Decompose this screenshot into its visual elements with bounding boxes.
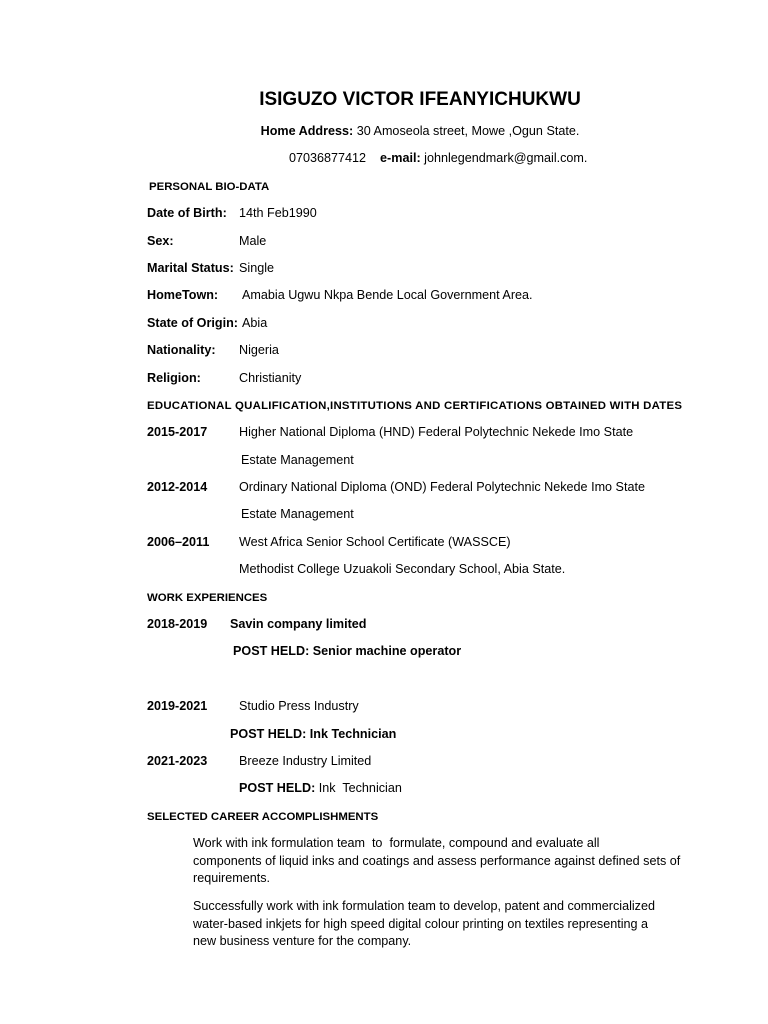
work-dates: 2019-2021	[147, 699, 208, 714]
education-entry-row	[147, 529, 693, 556]
hometown-value: Amabia Ugwu Nkpa Bende Local Government Area.	[242, 288, 533, 303]
education-dates: 2012-2014	[147, 480, 208, 495]
marital-status-label: Marital Status:	[147, 260, 234, 275]
work-post-row	[147, 638, 693, 665]
post-held-label: POST HELD:	[230, 726, 307, 741]
education-dates: 2015-2017	[147, 425, 208, 440]
education-qualification: Higher National Diploma (HND) Federal Polytechnic Nekede Imo State	[239, 425, 634, 440]
hometown-label: HomeTown:	[147, 288, 219, 303]
paragraph-line: new business venture for the company.	[193, 934, 412, 949]
religion-label: Religion:	[147, 370, 201, 385]
work-dates: 2018-2019	[147, 617, 208, 632]
post-held-label: POST HELD:	[233, 644, 310, 659]
home-address-value: 30 Amoseola street, Mowe ,Ogun State.	[356, 124, 580, 138]
accomplishments-heading-row	[147, 803, 693, 830]
work-company: Studio Press Industry	[239, 699, 359, 714]
education-entry-row	[147, 419, 693, 446]
blank-line	[147, 666, 693, 693]
nationality-label: Nationality:	[147, 343, 216, 358]
paragraph-line: Work with ink formulation team to formulate, compound and evaluate all	[193, 836, 600, 851]
education-heading-row	[147, 392, 693, 419]
state-of-origin-label: State of Origin:	[147, 315, 238, 330]
education-dates: 2006–2011	[147, 534, 210, 549]
paragraph-line: components of liquid inks and coatings and assess performance against defined sets of	[193, 853, 681, 868]
education-detail: Methodist College Uzuakoli Secondary School, Abia State.	[239, 562, 566, 577]
work-post-row	[147, 721, 693, 748]
education-detail: Estate Management	[241, 452, 354, 467]
accomplishment-paragraph	[193, 898, 693, 951]
bio-field-state-of-origin	[147, 310, 693, 337]
state-of-origin-value: Abia	[242, 315, 268, 330]
bio-heading: PERSONAL BIO-DATA	[149, 180, 270, 193]
post-held-value: Senior machine operator	[312, 644, 462, 659]
sex-label: Sex:	[147, 233, 174, 248]
bio-field-marital-status	[147, 255, 693, 282]
bio-field-hometown	[147, 282, 693, 309]
post-held-label: POST HELD:	[239, 781, 316, 796]
work-post	[230, 721, 396, 748]
work-post	[239, 775, 402, 802]
bio-field-date-of-birth	[147, 200, 693, 227]
work-company: Savin company limited	[230, 617, 367, 632]
accomplishment-paragraph	[193, 835, 693, 888]
education-entry-row	[147, 474, 693, 501]
paragraph-line: requirements.	[193, 871, 270, 886]
work-entry-row	[147, 693, 693, 720]
email-label: e-mail:	[380, 151, 421, 166]
contact-line	[147, 145, 693, 172]
religion-value: Christianity	[239, 370, 302, 385]
candidate-name: ISIGUZO VICTOR IFEANYICHUKWU	[259, 89, 581, 110]
marital-status-value: Single	[239, 260, 275, 275]
date-of-birth-label: Date of Birth:	[147, 206, 227, 221]
bio-field-nationality	[147, 337, 693, 364]
phone-number: 07036877412	[289, 151, 367, 166]
sex-value: Male	[239, 233, 267, 248]
education-qualification: West Africa Senior School Certificate (WASSCE)	[239, 534, 511, 549]
home-address-line	[147, 118, 693, 145]
date-of-birth-value: 14th Feb1990	[239, 206, 317, 221]
paragraph-line: water-based inkjets for high speed digital colour printing on textiles representing a	[193, 916, 649, 931]
paragraph-line: Successfully work with ink formulation team to develop, patent and commercialized	[193, 899, 655, 914]
resume-content	[147, 86, 693, 951]
education-heading: EDUCATIONAL QUALIFICATION,INSTITUTIONS AND CERTIFICATIONS OBTAINED WITH DATES	[147, 399, 683, 412]
work-heading: WORK EXPERIENCES	[147, 591, 268, 604]
post-held-value: Ink Technician	[309, 726, 397, 741]
work-heading-row	[147, 584, 693, 611]
work-dates: 2021-2023	[147, 753, 208, 768]
nationality-value: Nigeria	[239, 343, 279, 358]
bio-heading-row	[147, 173, 693, 200]
post-held-value: Ink Technician	[318, 781, 402, 796]
education-detail-row	[147, 556, 693, 583]
bio-field-religion	[147, 365, 693, 392]
email-address: johnlegendmark@gmail.com.	[424, 151, 588, 166]
work-post-row	[147, 775, 693, 802]
education-detail-row	[147, 447, 693, 474]
accomplishments-heading: SELECTED CAREER ACCOMPLISHMENTS	[147, 810, 379, 823]
home-address-label: Home Address:	[260, 124, 354, 138]
work-post	[233, 638, 461, 665]
work-entry-row	[147, 611, 693, 638]
education-qualification: Ordinary National Diploma (OND) Federal Polytechnic Nekede Imo State	[239, 480, 645, 495]
education-detail-row	[147, 501, 693, 528]
work-entry-row	[147, 748, 693, 775]
education-detail: Estate Management	[241, 507, 354, 522]
bio-field-sex	[147, 228, 693, 255]
work-company: Breeze Industry Limited	[239, 753, 372, 768]
